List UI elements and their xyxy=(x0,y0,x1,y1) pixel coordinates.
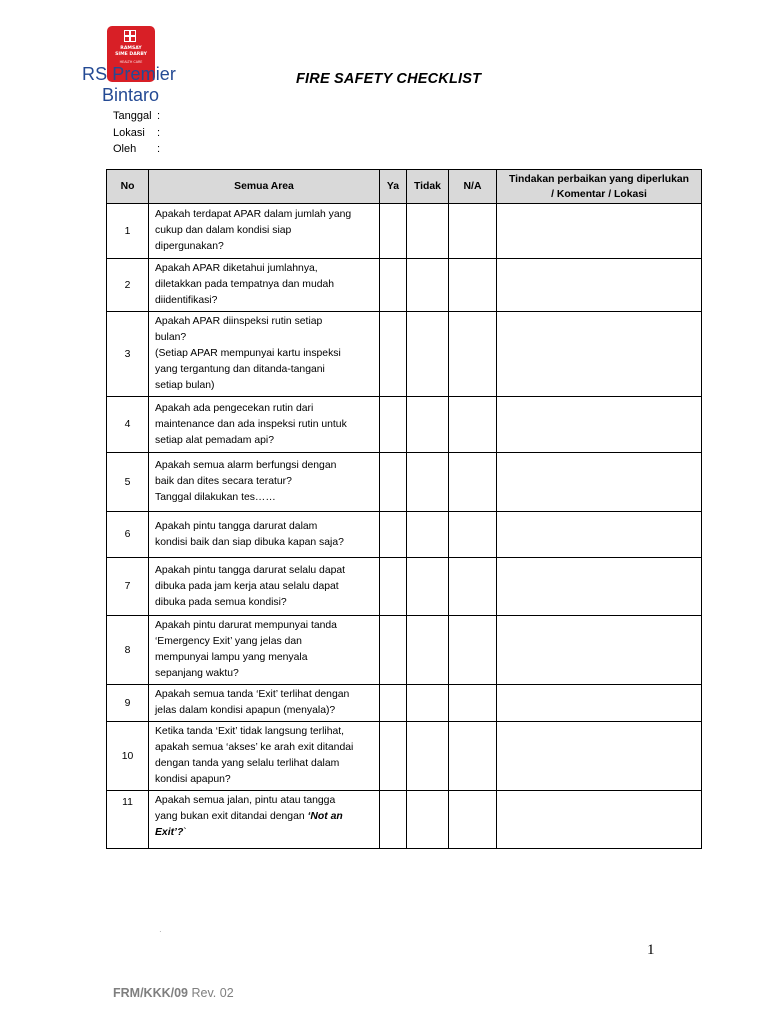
window-emblem-icon xyxy=(124,30,136,42)
form-revision: Rev. 02 xyxy=(191,986,234,1000)
question-line: mempunyai lampu yang menyala xyxy=(155,652,308,663)
question-line: Apakah APAR diketahui jumlahnya, xyxy=(155,263,318,274)
na-cell[interactable] xyxy=(449,397,497,453)
question-line: cukup dan dalam kondisi siap xyxy=(155,225,292,236)
table-row xyxy=(107,453,702,512)
ya-cell[interactable] xyxy=(380,616,407,685)
row-number: 9 xyxy=(107,685,149,722)
question-line: baik dan dites secara teratur? xyxy=(155,476,292,487)
meta-row-lokasi xyxy=(113,125,160,142)
question-line: (Setiap APAR mempunyai kartu inspeksi xyxy=(155,348,341,359)
table-row xyxy=(107,512,702,558)
question-line xyxy=(155,825,375,841)
question-line: Ketika tanda ‘Exit’ tidak langsung terlihat, xyxy=(155,726,345,737)
tidak-cell[interactable] xyxy=(407,453,449,512)
action-cell[interactable] xyxy=(497,259,702,312)
hospital-name-line-1: RS Premier xyxy=(82,64,177,84)
ya-cell[interactable] xyxy=(380,722,407,791)
question-line: yang tergantung dan ditanda-tangani xyxy=(155,364,325,375)
table-header-row xyxy=(107,170,702,204)
ya-cell[interactable] xyxy=(380,312,407,397)
row-number: 7 xyxy=(107,558,149,616)
ya-cell[interactable] xyxy=(380,453,407,512)
question-line: Apakah ada pengecekan rutin dari xyxy=(155,402,314,414)
tidak-cell[interactable] xyxy=(407,204,449,259)
action-cell[interactable] xyxy=(497,453,702,512)
form-code xyxy=(113,986,234,1000)
question-line: dengan tanda yang selalu terlihat dalam xyxy=(155,758,340,769)
action-cell[interactable] xyxy=(497,512,702,558)
table-row xyxy=(107,558,702,616)
question-line: Tanggal dilakukan tes…… xyxy=(155,492,276,503)
tidak-cell[interactable] xyxy=(407,685,449,722)
action-cell[interactable] xyxy=(497,685,702,722)
na-cell[interactable] xyxy=(449,259,497,312)
na-cell[interactable] xyxy=(449,722,497,791)
na-cell[interactable] xyxy=(449,616,497,685)
row-question xyxy=(149,791,380,849)
question-line: dibuka pada semua kondisi? xyxy=(155,596,287,608)
header-ya: Ya xyxy=(380,170,407,204)
badge-line-1: RAMSAY xyxy=(120,46,142,51)
question-line: kondisi baik dan siap dibuka kapan saja? xyxy=(155,536,344,548)
tidak-cell[interactable] xyxy=(407,616,449,685)
question-line: setiap bulan) xyxy=(155,380,215,391)
row-number: 1 xyxy=(107,204,149,259)
row-number: 2 xyxy=(107,259,149,312)
table-row xyxy=(107,722,702,791)
na-cell[interactable] xyxy=(449,558,497,616)
row-question xyxy=(149,558,380,616)
row-question xyxy=(149,722,380,791)
row-number: 3 xyxy=(107,312,149,397)
question-line: jelas dalam kondisi apapun (menyala)? xyxy=(155,705,336,716)
na-cell[interactable] xyxy=(449,453,497,512)
meta-separator: : xyxy=(157,126,161,139)
form-code-id: FRM/KKK/09 xyxy=(113,986,189,1000)
tidak-cell[interactable] xyxy=(407,791,449,849)
row-number: 4 xyxy=(107,397,149,453)
question-line: bulan? xyxy=(155,332,187,343)
action-cell[interactable] xyxy=(497,312,702,397)
question-line xyxy=(155,809,375,825)
row-number: 8 xyxy=(107,616,149,685)
row-question xyxy=(149,512,380,558)
action-cell[interactable] xyxy=(497,791,702,849)
question-line: Apakah pintu tangga darurat dalam xyxy=(155,520,318,532)
ya-cell[interactable] xyxy=(380,685,407,722)
ya-cell[interactable] xyxy=(380,512,407,558)
header-action-line-1: Tindakan perbaikan yang diperlukan xyxy=(509,173,689,185)
header-tidak: Tidak xyxy=(407,170,449,204)
hospital-name-line-2: Bintaro xyxy=(102,85,160,105)
stray-mark: · xyxy=(159,927,162,936)
action-cell[interactable] xyxy=(497,616,702,685)
table-row xyxy=(107,616,702,685)
question-line: Apakah terdapat APAR dalam jumlah yang xyxy=(155,209,352,220)
question-emphasis: Exit’? xyxy=(155,827,184,838)
meta-label: Oleh xyxy=(113,143,137,155)
question-emphasis: ‘Not an xyxy=(307,811,343,822)
meta-fields xyxy=(113,108,160,158)
question-line: Apakah semua jalan, pintu atau tangga xyxy=(155,795,336,806)
question-line: Apakah semua alarm berfungsi dengan xyxy=(155,460,337,471)
header-action-line-2: / Komentar / Lokasi xyxy=(551,188,647,200)
tidak-cell[interactable] xyxy=(407,558,449,616)
action-cell[interactable] xyxy=(497,204,702,259)
question-line: Apakah pintu tangga darurat selalu dapat xyxy=(155,564,346,576)
question-line: diletakkan pada tempatnya dan mudah xyxy=(155,279,335,290)
table-row xyxy=(107,791,702,849)
question-line: kondisi apapun? xyxy=(155,774,231,785)
meta-label: Tanggal xyxy=(113,110,152,122)
row-number: 10 xyxy=(107,722,149,791)
badge-line-3: HEALTH CARE xyxy=(119,60,143,64)
header-no: No xyxy=(107,170,149,204)
question-line: diidentifikasi? xyxy=(155,295,218,306)
na-cell[interactable] xyxy=(449,204,497,259)
table-row xyxy=(107,685,702,722)
row-question xyxy=(149,204,380,259)
ya-cell[interactable] xyxy=(380,259,407,312)
row-question xyxy=(149,397,380,453)
question-line: setiap alat pemadam api? xyxy=(155,434,274,446)
question-line: Apakah semua tanda ‘Exit’ terlihat dengan xyxy=(155,689,350,700)
ya-cell[interactable] xyxy=(380,791,407,849)
action-cell[interactable] xyxy=(497,397,702,453)
tidak-cell[interactable] xyxy=(407,512,449,558)
header-na: N/A xyxy=(449,170,497,204)
na-cell[interactable] xyxy=(449,512,497,558)
na-cell[interactable] xyxy=(449,685,497,722)
row-question xyxy=(149,616,380,685)
header-action xyxy=(497,170,702,204)
question-line: dibuka pada jam kerja atau selalu dapat xyxy=(155,580,339,592)
table-row xyxy=(107,312,702,397)
tidak-cell[interactable] xyxy=(407,312,449,397)
question-line: Apakah APAR diinspeksi rutin setiap xyxy=(155,316,323,327)
table-row xyxy=(107,397,702,453)
na-cell[interactable] xyxy=(449,791,497,849)
tidak-cell[interactable] xyxy=(407,397,449,453)
question-line: sepanjang waktu? xyxy=(155,668,239,679)
row-question xyxy=(149,453,380,512)
meta-separator: : xyxy=(157,110,161,122)
badge-line-2: SIME DARBY xyxy=(115,52,147,57)
meta-label: Lokasi xyxy=(113,126,145,139)
question-text: yang bukan exit ditandai dengan xyxy=(155,811,308,822)
row-number: 6 xyxy=(107,512,149,558)
question-line: ‘Emergency Exit’ yang jelas dan xyxy=(155,636,302,647)
question-line: Apakah pintu darurat mempunyai tanda xyxy=(155,620,337,631)
meta-separator: : xyxy=(157,143,161,155)
na-cell[interactable] xyxy=(449,312,497,397)
question-text: ` xyxy=(183,827,187,838)
row-number: 5 xyxy=(107,453,149,512)
question-line: dipergunakan? xyxy=(155,241,224,252)
action-cell[interactable] xyxy=(497,722,702,791)
ya-cell[interactable] xyxy=(380,558,407,616)
question-line: maintenance dan ada inspeksi rutin untuk xyxy=(155,418,347,430)
tidak-cell[interactable] xyxy=(407,259,449,312)
document-title: FIRE SAFETY CHECKLIST xyxy=(296,71,482,87)
meta-row-tanggal xyxy=(113,108,160,125)
question-line: apakah semua ‘akses’ ke arah exit ditandai xyxy=(155,742,354,753)
row-question xyxy=(149,312,380,397)
tidak-cell[interactable] xyxy=(407,722,449,791)
action-cell[interactable] xyxy=(497,558,702,616)
table-row xyxy=(107,259,702,312)
row-question xyxy=(149,685,380,722)
checklist-table xyxy=(106,169,702,849)
table-row xyxy=(107,204,702,259)
ya-cell[interactable] xyxy=(380,397,407,453)
row-question xyxy=(149,259,380,312)
header-area: Semua Area xyxy=(149,170,380,204)
ya-cell[interactable] xyxy=(380,204,407,259)
row-number: 11 xyxy=(107,791,149,849)
page-number: 1 xyxy=(647,942,655,958)
meta-row-oleh xyxy=(113,141,160,158)
